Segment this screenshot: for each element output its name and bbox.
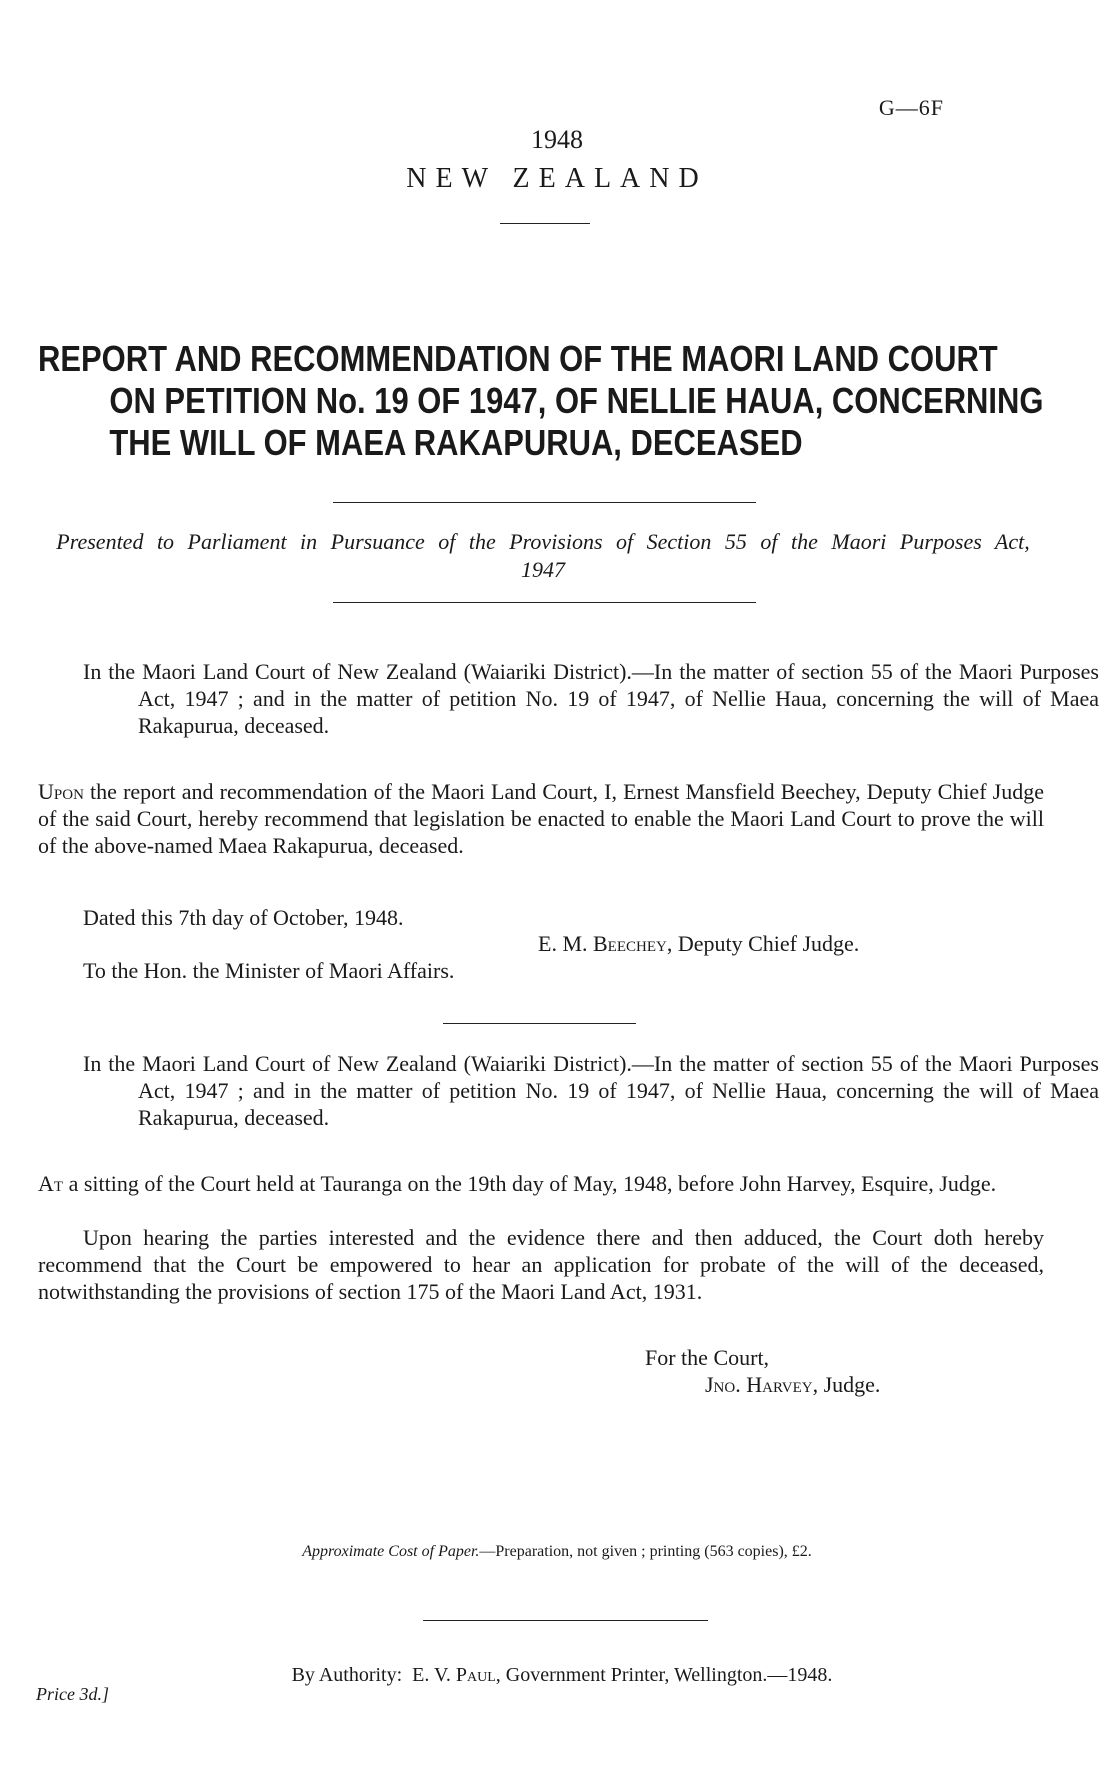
section1-body [38, 778, 1044, 859]
title-line-3: THE WILL OF MAEA RAKAPURUA, DECEASED [109, 422, 803, 463]
report-title [38, 338, 1087, 464]
section1-matter: In the Maori Land Court of New Zealand (Waiariki District).—In the matter of section 55 of the Maori Purposes Act, 1947 ; and in the matter of petition No. 19 of 1947, of Nellie Haua, concerning the will of Maea Rakapurua, deceased. [83, 659, 1099, 738]
cost-label: Approximate Cost of Paper. [302, 1543, 480, 1560]
authority-name: Paul [455, 1664, 496, 1686]
section2-sitting-lead: At [38, 1171, 64, 1196]
section1-signature [538, 930, 859, 957]
divider [423, 1620, 708, 1621]
divider [333, 502, 756, 503]
section1-addressee: To the Hon. the Minister of Maori Affairs. [83, 958, 455, 983]
section1-sig-prefix: E. M. [538, 931, 593, 956]
section1-sig-name: Beechey [593, 931, 667, 956]
section2-sig-prefix: Jno. [705, 1372, 747, 1397]
divider [443, 1023, 636, 1024]
title-line-2: ON PETITION No. 19 OF 1947, OF NELLIE HAUA, CONCERNING [109, 380, 1044, 421]
document-country: NEW ZEALAND [406, 163, 708, 194]
divider [333, 602, 756, 603]
presented-note: Presented to Parliament in Pursuance of the Provisions of Section 55 of the Maori Purposes Act, 1947 [56, 529, 1030, 582]
section2-sitting [38, 1170, 1044, 1197]
section2-matter: In the Maori Land Court of New Zealand (Waiariki District).—In the matter of section 55 of the Maori Purposes Act, 1947 ; and in the matter of petition No. 19 of 1947, of Nellie Haua, concerning the will of Maea Rakapurua, deceased. [83, 1051, 1099, 1130]
section1-body-lead: Upon [38, 779, 84, 804]
divider [500, 223, 590, 224]
authority-line [0, 1641, 1114, 1687]
section2-body: Upon hearing the parties interested and the evidence there and then adduced, the Court doth hereby recommend that the Court be empowered to hear an application for probate of the will of the deceased, notwithstanding the provisions of section 175 of the Maori Land Act, 1931. [38, 1225, 1044, 1304]
authority-prefix: By Authority: E. V. [291, 1664, 456, 1686]
section2-sitting-text: a sitting of the Court held at Tauranga on the 19th day of May, 1948, before John Harvey, Esquire, Judge. [63, 1171, 997, 1196]
section2-sig-suffix: , Judge. [812, 1372, 881, 1397]
section2-signature [705, 1371, 880, 1398]
title-line-1: REPORT AND RECOMMENDATION OF THE MAORI LAND COURT [38, 338, 998, 379]
cost-note [0, 1543, 1114, 1561]
section1-dated: Dated this 7th day of October, 1948. [83, 905, 404, 930]
document-year: 1948 [531, 125, 583, 154]
section2-sig-name: Harvey [746, 1372, 813, 1397]
cost-text: —Preparation, not given ; printing (563 copies), £2. [479, 1543, 812, 1560]
price-note: Price 3d.] [36, 1684, 109, 1704]
section2-for-court: For the Court, [645, 1345, 770, 1370]
section1-body-text: the report and recommendation of the Maori Land Court, I, Ernest Mansfield Beechey, Deputy Chief Judge of the said Court, hereby recommend that legislation be enacted to enable the Maori Land Court to prove the will of the above-named Maea Rakapurua, deceased. [38, 779, 1044, 858]
document-reference: G—6F [878, 95, 944, 120]
section1-sig-suffix: , Deputy Chief Judge. [666, 931, 860, 956]
authority-suffix: , Government Printer, Wellington.—1948. [495, 1664, 833, 1686]
